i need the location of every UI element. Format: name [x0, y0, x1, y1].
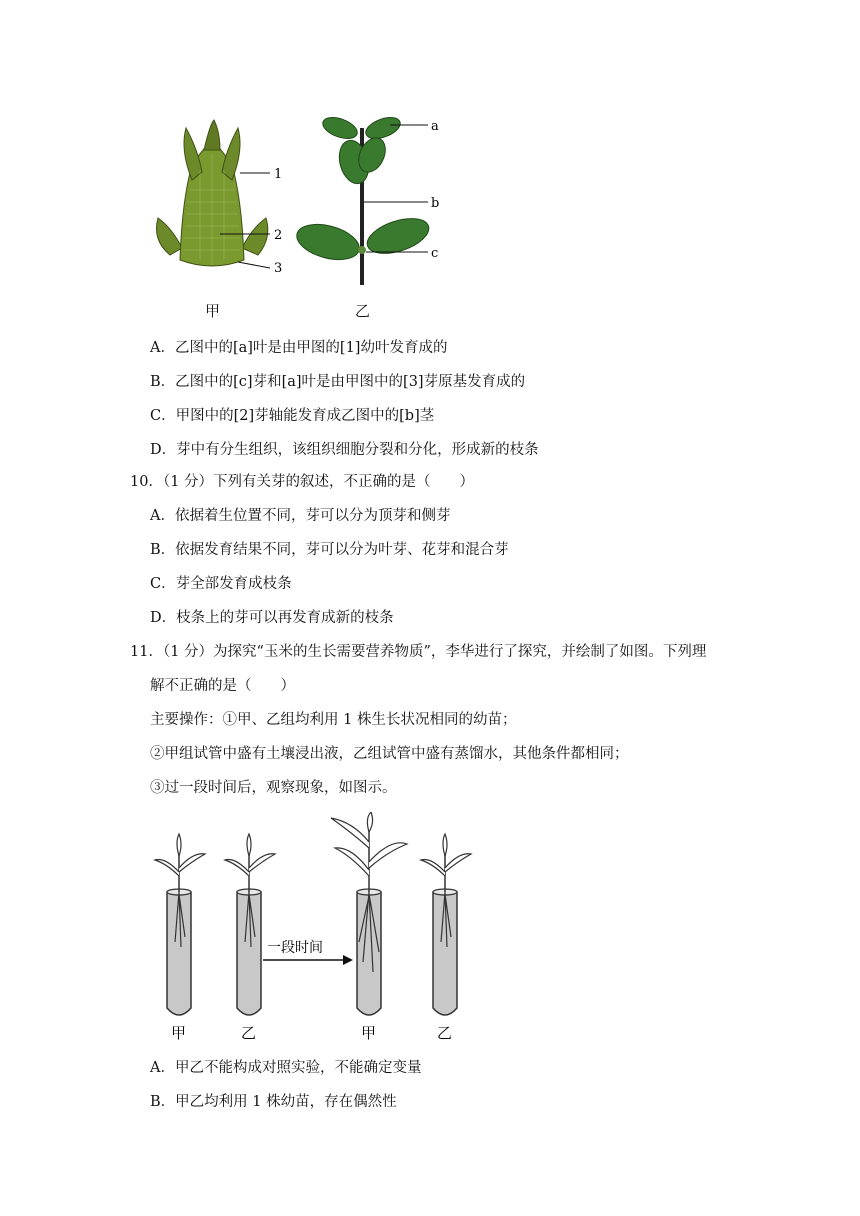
tube-label-1: 甲	[171, 1024, 187, 1042]
q10-option-a: A．依据着生位置不同，芽可以分为顶芽和侧芽	[150, 508, 451, 524]
q9-option-a: A．乙图中的[a]叶是由甲图的[1]幼叶发育成的	[150, 340, 448, 356]
caption-jia: 甲	[205, 302, 221, 320]
q11-option-a: A．甲乙不能构成对照实验，不能确定变量	[150, 1060, 422, 1076]
caption-yi: 乙	[355, 302, 371, 320]
q11-step3: ③过一段时间后，观察现象，如图示。	[150, 780, 397, 796]
tube-label-2: 乙	[241, 1024, 257, 1042]
q11-step1: 主要操作：①甲、乙组均利用 1 株生长状况相同的幼苗；	[150, 712, 517, 728]
label-2: 2	[274, 228, 283, 243]
twig-drawing	[293, 113, 439, 285]
q10-option-c: C．芽全部发育成枝条	[150, 576, 292, 592]
tube-label-4: 乙	[437, 1024, 453, 1042]
label-b: b	[431, 196, 440, 211]
q9-option-d: D．芽中有分生组织，该组织细胞分裂和分化，形成新的枝条	[150, 442, 539, 458]
q11-step2: ②甲组试管中盛有土壤浸出液，乙组试管中盛有蒸馏水，其他条件都相同；	[150, 746, 629, 762]
time-arrow	[263, 940, 353, 965]
bud-section-drawing	[157, 120, 283, 276]
q10-option-b: B．依据发育结果不同，芽可以分为叶芽、花芽和混合芽	[150, 542, 509, 558]
tube-jia-after	[331, 812, 407, 1015]
q11-option-b: B．甲乙均利用 1 株幼苗，存在偶然性	[150, 1094, 397, 1110]
q9-option-b: B．乙图中的[c]芽和[a]叶是由甲图中的[3]芽原基发育成的	[150, 374, 526, 390]
q10-option-d: D．枝条上的芽可以再发育成新的枝条	[150, 610, 394, 626]
tube-yi-before	[225, 834, 275, 1015]
label-3: 3	[274, 261, 283, 276]
label-1: 1	[274, 167, 283, 182]
tube-jia-before	[155, 834, 205, 1015]
q11-stem-line1: 11．（1 分）为探究“玉米的生长需要营养物质”，李华进行了探究，并绘制了如图。下列理	[130, 644, 707, 660]
tube-yi-after	[421, 834, 471, 1015]
bud-twig-figure	[140, 110, 470, 310]
arrow-label: 一段时间	[267, 940, 323, 956]
q9-option-c: C．甲图中的[2]芽轴能发育成乙图中的[b]茎	[150, 408, 435, 424]
label-a: a	[431, 119, 439, 134]
tube-label-3: 甲	[361, 1024, 377, 1042]
label-c: c	[431, 246, 439, 261]
test-tube-experiment-figure	[145, 812, 485, 1044]
q10-stem: 10．（1 分）下列有关芽的叙述，不正确的是（ ）	[130, 474, 475, 490]
q11-stem-line2: 解不正确的是（ ）	[150, 678, 295, 694]
